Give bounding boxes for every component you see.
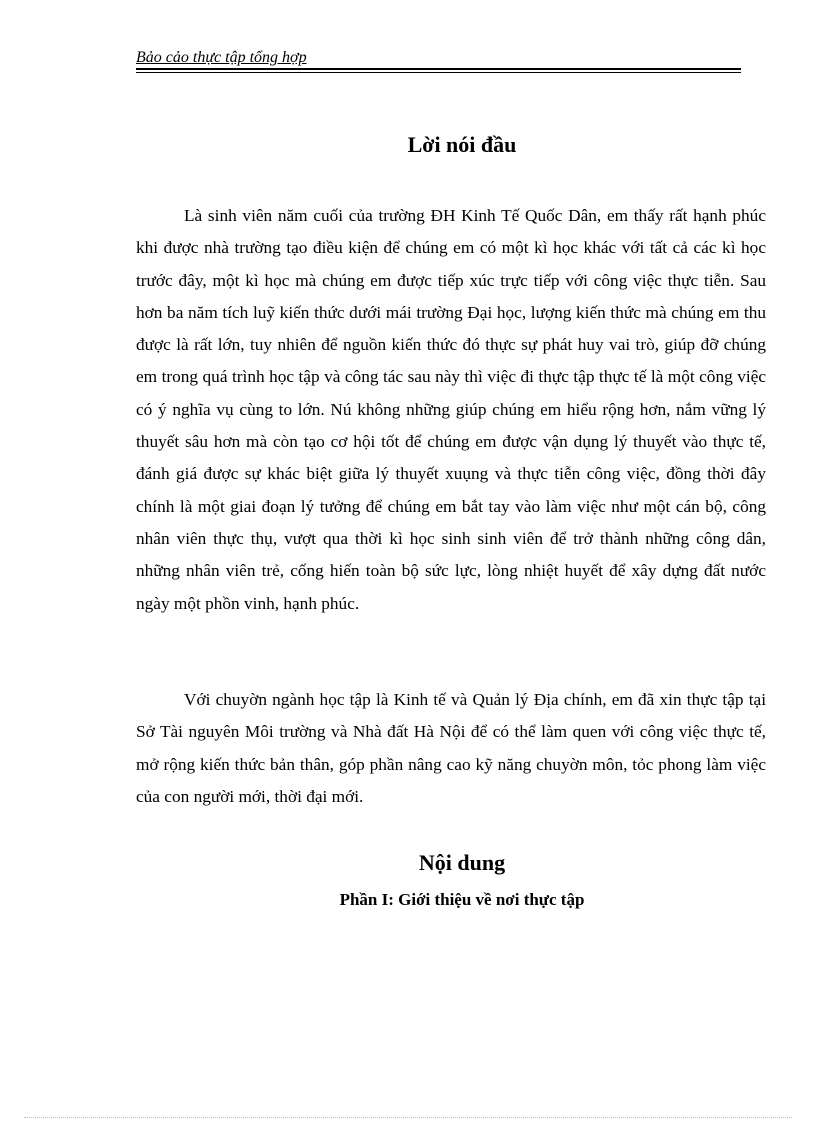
- page-header: [136, 48, 741, 68]
- preface-paragraph-2: Với chuyờn ngành học tập là Kinh tế và Quản lý Địa chính, em đã xin thực tập tại Sở Tài nguyên Môi trường và Nhà đất Hà Nội để có thể làm quen với công việc thực tế, mở rộng kiến thức bản thân, góp phần nâng cao kỹ năng chuyờn môn, tỏc phong làm việc của con người mới, thời đại mới.: [136, 690, 766, 806]
- header-double-rule: [136, 68, 741, 73]
- preface-paragraph-1: Là sinh viên năm cuối của trường ĐH Kinh Tế Quốc Dân, em thấy rất hạnh phúc khi được nhà trường tạo điều kiện để chúng em có một kì học khác với tất cả các kì học trước đây, một kì học mà chúng em được tiếp xúc trực tiếp với công việc thực tiễn. Sau hơn ba năm tích luỹ kiến thức dưới mái trường Đại học, lượng kiến thức mà chúng em thu được là rất lớn, tuy nhiên để nguồn kiến thức đó thực sự phát huy vai trò, giúp đỡ chúng em trong quá trình học tập và công tác sau này thì việc đi thực tập thực tế là một công việc có ý nghĩa vụ cùng to lớn. Nú không những giúp chúng em hiểu rộng hơn, nắm vững lý thuyết sâu hơn mà còn tạo cơ hội tốt để chúng em được vận dụng lý thuyết vào thực tế, đánh giá được sự khác biệt giữa lý thuyết xuụng và thực tiễn công việc, đồng thời đây chính là một giai đoạn lý tưởng để chúng em bắt tay vào làm việc như một cán bộ, công nhân viên thực thụ, vượt qua thời kì học sinh sinh viên để trở thành những công dân, những nhân viên trẻ, cống hiến toàn bộ sức lực, lòng nhiệt huyết để xây dựng đất nước ngày một phồn vinh, hạnh phúc.: [136, 206, 766, 613]
- preface-title: Lời nói đầu: [407, 132, 517, 157]
- part-one-heading: Phần I: Giới thiệu về nơi thực tập: [339, 890, 585, 909]
- page-bottom-dotted-rule: [24, 1117, 792, 1118]
- content-title: Nội dung: [418, 850, 506, 875]
- running-header-title: Bảo cảo thực tập tổng hợp: [136, 49, 307, 66]
